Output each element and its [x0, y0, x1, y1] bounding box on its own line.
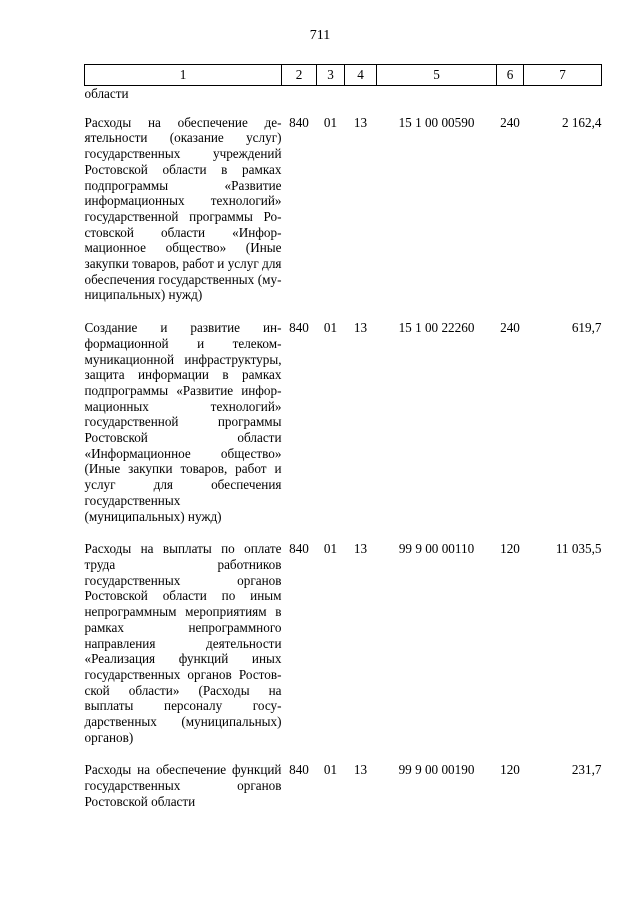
- row-col7: 11 035,5: [555, 541, 602, 557]
- row-col3: 01: [323, 320, 338, 336]
- row-col5: 99 9 00 00190: [398, 762, 475, 778]
- carryover-row: [85, 86, 602, 105]
- header-col-4: 4: [345, 65, 377, 86]
- row-description: Расходы на обеспечение деятельности (оказание услуг) государственных учреждений Ростовской области в рамках подпрограммы «Развитие информационных технологий» государственной программы Ростовской области «Информационное общество» (Иные закупки товаров, работ и услуг для обеспечения государственных (муниципальных) нужд): [84, 114, 282, 303]
- header-row: [85, 65, 602, 86]
- row-col2: 840: [289, 541, 309, 557]
- header-col-5: 5: [377, 65, 497, 86]
- header-col-1: 1: [85, 65, 282, 86]
- row-col6: 240: [500, 320, 520, 336]
- row-col5: 15 1 00 22260: [398, 320, 475, 336]
- row-col3: 01: [323, 541, 338, 557]
- row-col4: 13: [353, 541, 368, 557]
- table-row: [85, 531, 602, 752]
- header-col-7: 7: [524, 65, 602, 86]
- row-col3: 01: [323, 762, 338, 778]
- row-col3: 01: [323, 114, 338, 130]
- row-col2: 840: [289, 320, 309, 336]
- page-number: 711: [309, 28, 331, 43]
- row-col7: 619,7: [571, 320, 602, 336]
- row-col7: 231,7: [571, 762, 602, 778]
- budget-table: [84, 64, 602, 810]
- row-col4: 13: [353, 320, 368, 336]
- row-description: Создание и развитие информационной и телекоммуникационной инфраструктуры, защита информации в рамках подпрограммы «Развитие информационных технологий» государственной программы Ростовской области «Информационное общество» (Иные закупки товаров, работ и услуг для обеспечения государственных (муниципальных) нужд): [84, 320, 282, 524]
- header-col-6: 6: [497, 65, 524, 86]
- row-description: Расходы на выплаты по оплате труда работников государственных органов Ростовской области по иным непрограммным мероприятиям в рамках непрограммного направления деятельности «Реализация функций иных государственных органов Ростовской области» (Расходы на выплаты персоналу государственных (муниципальных) органов): [84, 541, 282, 745]
- row-col5: 99 9 00 00110: [398, 541, 475, 557]
- table-row: [85, 310, 602, 531]
- row-col6: 120: [500, 762, 520, 778]
- header-col-2: 2: [282, 65, 317, 86]
- table-row: [85, 105, 602, 310]
- row-col6: 120: [500, 541, 520, 557]
- header-col-3: 3: [317, 65, 345, 86]
- row-col6: 240: [500, 114, 520, 130]
- row-col2: 840: [289, 762, 309, 778]
- table-row: [85, 752, 602, 809]
- row-col7: 2 162,4: [561, 114, 602, 130]
- row-col2: 840: [289, 114, 309, 130]
- row-col4: 13: [353, 762, 368, 778]
- row-col5: 15 1 00 00590: [398, 114, 475, 130]
- row-col4: 13: [353, 114, 368, 130]
- carryover-text: области: [84, 86, 129, 101]
- row-description: Расходы на обеспечение функций государственных органов Ростовской области: [84, 762, 282, 809]
